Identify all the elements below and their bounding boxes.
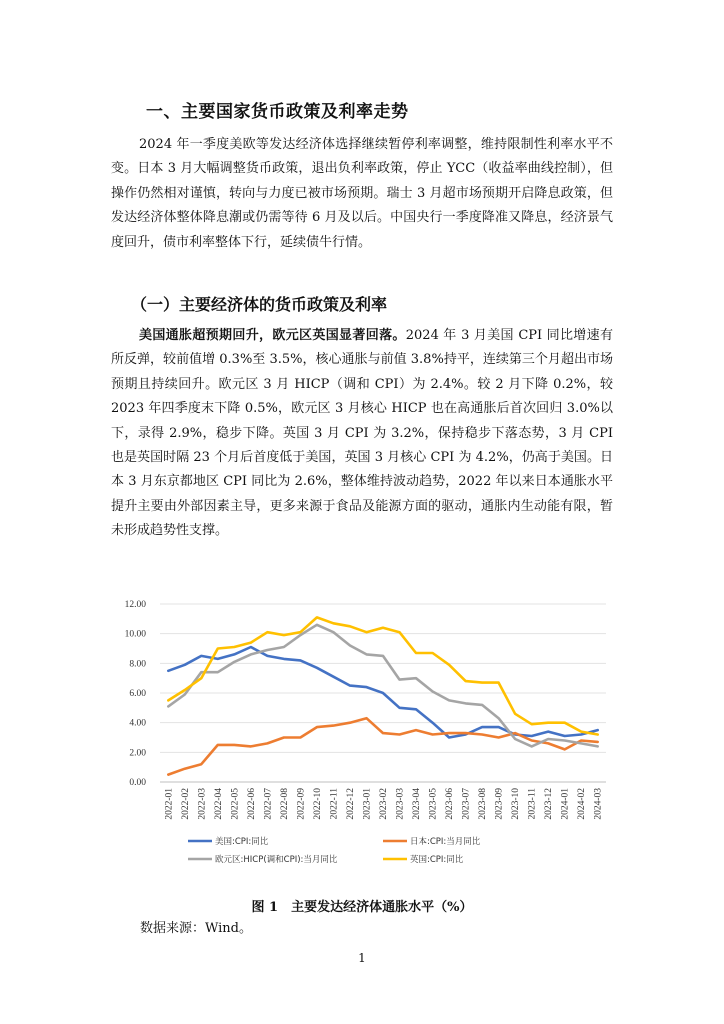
x-tick-label: 2023-12 [544,788,555,820]
x-tick-label: 2022-11 [329,788,340,820]
x-tick-label: 2023-09 [494,788,505,820]
x-tick-label: 2023-11 [527,788,538,820]
figure-caption: 图 1 主要发达经济体通胀水平（%） [251,900,473,915]
x-tick-label: 2022-03 [197,788,208,820]
y-tick-label: 2.00 [129,748,146,759]
inflation-paragraph-lead: 美国通胀超预期回升，欧元区英国显著回落。 [139,328,406,343]
x-tick-label: 2023-07 [461,788,472,820]
x-tick-label: 2022-09 [296,788,307,820]
x-tick-label: 2022-08 [279,788,290,820]
legend-label: 欧元区:HICP(调和CPI):当月同比 [215,855,338,865]
series-line-3 [168,625,597,747]
x-tick-label: 2022-10 [312,788,323,820]
x-tick-label: 2023-01 [362,788,373,820]
x-tick-label: 2022-05 [230,788,241,820]
subsection-title: （一）主要经济体的货币政策及利率 [131,295,388,314]
x-tick-label: 2023-06 [445,788,456,820]
y-tick-label: 0.00 [129,778,146,788]
x-tick-label: 2022-12 [345,788,356,820]
x-tick-label: 2023-04 [412,788,423,820]
inflation-paragraph [111,324,613,544]
x-tick-label: 2024-02 [577,788,588,820]
y-tick-label: 12.00 [124,600,146,610]
x-tick-label: 2022-06 [246,788,257,820]
x-tick-label: 2022-01 [164,788,175,820]
x-tick-label: 2023-05 [428,788,439,820]
x-tick-label: 2022-07 [263,788,274,820]
x-tick-label: 2024-03 [593,788,604,820]
x-tick-label: 2023-02 [379,788,389,820]
inflation-paragraph-body: 2024 年 3 月美国 CPI 同比增速有所反弹，较前值增 0.3%至 3.5%，核心通胀与前值 3.8%持平，连续第三个月超出市场预期且持续回升。欧元区 3 月 HICP（调和 CPI）为 2.4%。较 2 月下降 0.2%，较 2023 年四季度末下降 0.5%，欧元区 3 月核心 HICP 也在高通胀后首次回归 3.0%以下，录得 2.9%，稳步下降。英国 3 月 CPI 为 3.2%，保持稳步下落态势，3 月 CPI 也是英国时隔 23 个月后首度低于美国，英国 3 月核心 CPI 为 4.2%，仍高于美国。日本 3 月东京都地区 CPI 同比为 2.6%，整体维持波动趋势，2022 年以来日本通胀水平提升主要由外部因素主导，更多来源于食品及能源方面的驱动，通胀内生动能有限，暂未形成趋势性支撑。 [111,328,613,539]
x-tick-label: 2023-08 [478,788,489,820]
x-tick-label: 2023-03 [395,788,406,820]
y-tick-label: 10.00 [124,629,146,640]
legend-label: 日本:CPI:当月同比 [410,837,481,847]
intro-paragraph: 2024 年一季度美欧等发达经济体选择继续暂停利率调整，维持限制性利率水平不变。日本 3 月大幅调整货币政策，退出负利率政策，停止 YCC（收益率曲线控制），但操作仍然相对谨慎，转向与力度已被市场预期。瑞士 3 月超市场预期开启降息政策，但发达经济体整体降息潮或仍需等待 6 月及以后。中国央行一季度降准又降息，经济景气度回升，债市利率整体下行，延续债牛行情。 [111,137,613,250]
x-tick-label: 2022-04 [213,788,224,820]
source-note: 数据来源：Wind。 [140,921,252,936]
y-tick-label: 4.00 [129,718,146,729]
y-tick-label: 8.00 [129,659,146,670]
x-tick-label: 2023-10 [511,788,522,820]
inflation-line-chart [108,594,618,879]
legend-label: 美国:CPI:同比 [215,837,269,847]
page-number: 1 [358,951,366,965]
x-tick-label: 2024-01 [560,788,571,820]
legend-label: 英国:CPI:同比 [410,855,464,865]
y-tick-label: 6.00 [129,689,146,699]
x-tick-label: 2022-02 [180,788,191,820]
series-line-4 [168,617,597,734]
section-title: 一、主要国家货币政策及利率走势 [146,102,409,122]
